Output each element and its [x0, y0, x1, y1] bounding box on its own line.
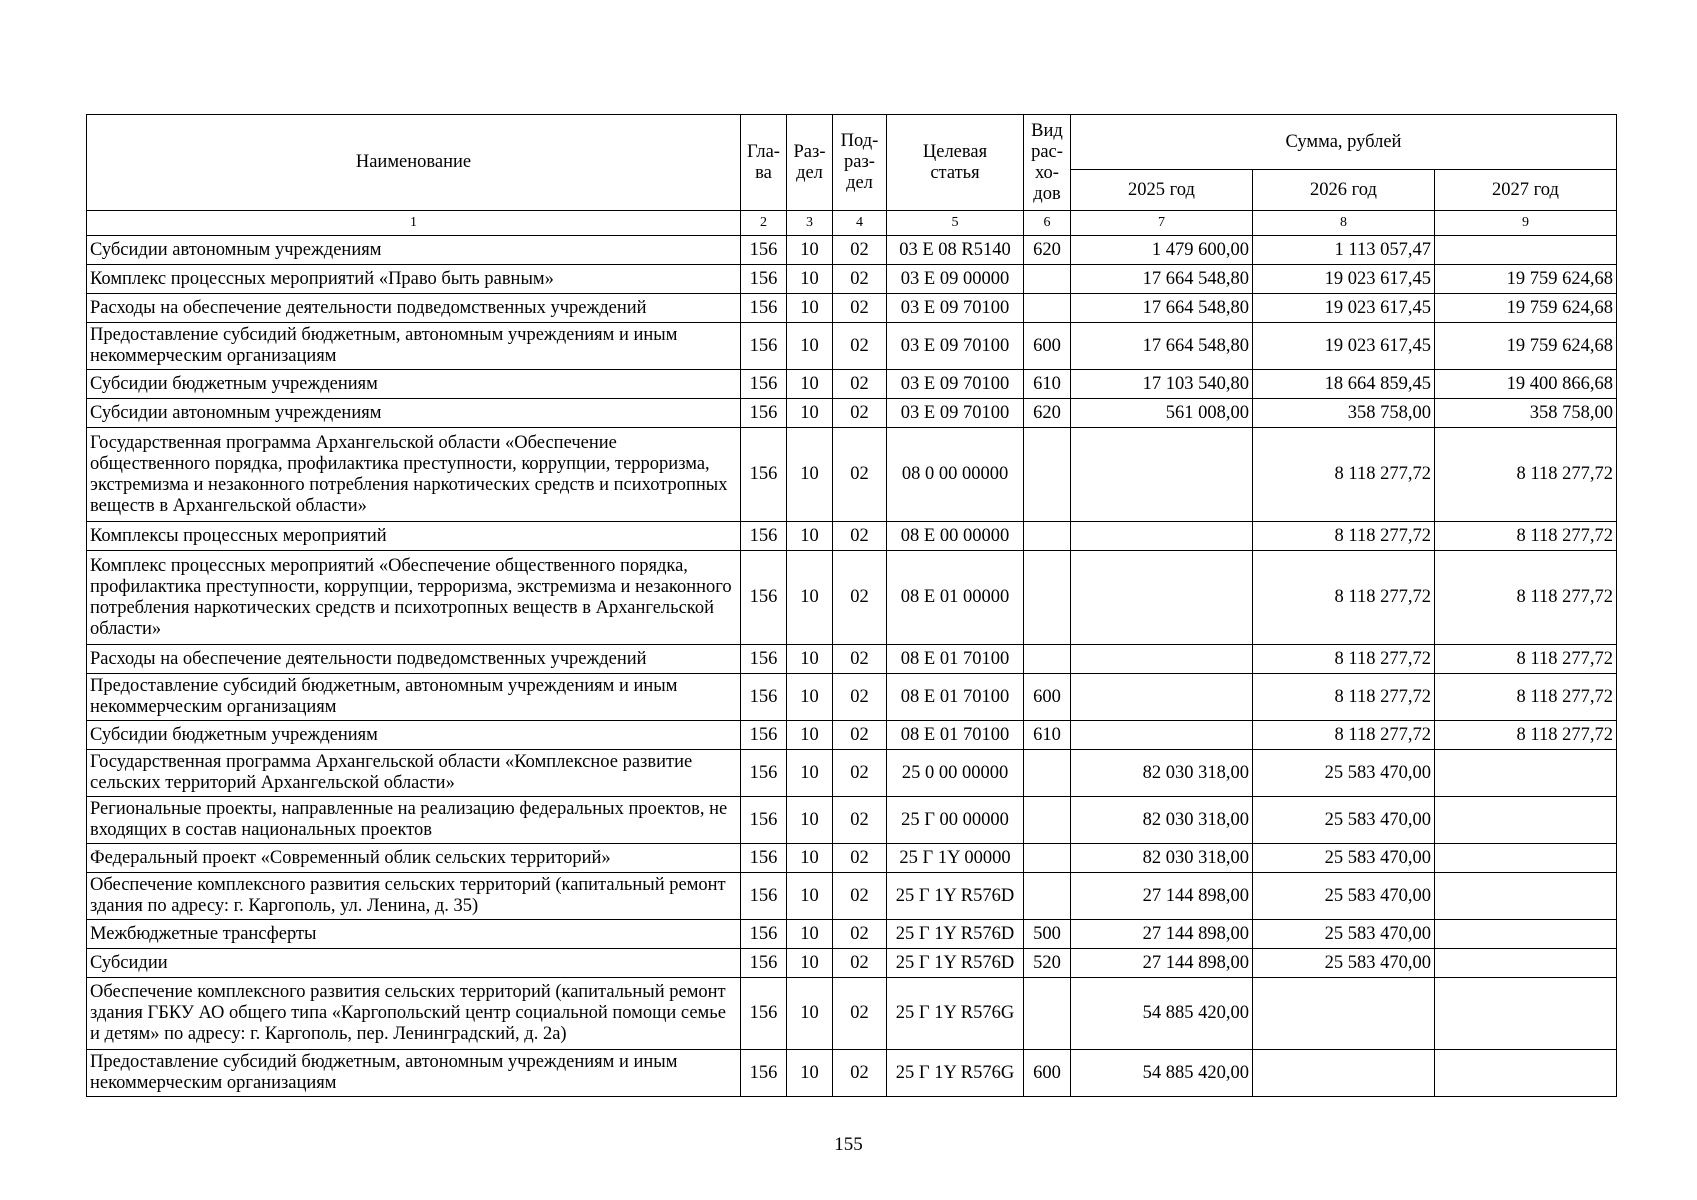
row-razdel: 10: [787, 750, 833, 797]
row-name: Субсидии автономным учреждениям: [87, 236, 741, 265]
row-vid: 610: [1024, 721, 1071, 750]
row-glava: 156: [741, 428, 787, 522]
table-row: [87, 522, 1617, 551]
row-podrazdel: 02: [833, 674, 887, 721]
row-razdel: 10: [787, 797, 833, 844]
table-row: [87, 721, 1617, 750]
row-razdel: 10: [787, 265, 833, 294]
row-name: Субсидии автономным учреждениям: [87, 399, 741, 428]
budget-table-sheet: [86, 114, 1616, 1097]
row-vid: [1024, 797, 1071, 844]
row-name: Субсидии бюджетным учреждениям: [87, 721, 741, 750]
header-name: Наименование: [87, 115, 741, 211]
column-number: 9: [1435, 211, 1617, 236]
budget-table: [86, 114, 1617, 1097]
column-number: 8: [1253, 211, 1435, 236]
row-vid: [1024, 978, 1071, 1050]
header-2027: 2027 год: [1435, 170, 1617, 211]
row-razdel: 10: [787, 920, 833, 949]
row-name: Комплекс процессных мероприятий «Обеспечение общественного порядка, профилактика преступности, коррупции, терроризма, экстремизма и незаконного потребления наркотических средств и психотропных веществ в Архангельской области»: [87, 551, 741, 645]
header-razdel: [787, 115, 833, 211]
row-vid: [1024, 551, 1071, 645]
row-sum-2025: [1071, 428, 1253, 522]
row-celevaya: 08 Е 00 00000: [887, 522, 1024, 551]
header-summa: Сумма, рублей: [1071, 115, 1617, 170]
row-sum-2025: 82 030 318,00: [1071, 844, 1253, 873]
row-glava: 156: [741, 949, 787, 978]
row-podrazdel: 02: [833, 949, 887, 978]
row-sum-2026: 25 583 470,00: [1253, 750, 1435, 797]
column-number: 6: [1024, 211, 1071, 236]
row-razdel: 10: [787, 645, 833, 674]
table-row: [87, 645, 1617, 674]
row-sum-2027: [1435, 920, 1617, 949]
row-celevaya: 03 Е 09 70100: [887, 370, 1024, 399]
row-name: Государственная программа Архангельской области «Обеспечение общественного порядка, профилактика преступности, коррупции, терроризма, экстремизма и незаконного потребления наркотических средств и психотропных веществ в Архангельской области»: [87, 428, 741, 522]
row-sum-2027: 8 118 277,72: [1435, 674, 1617, 721]
row-razdel: 10: [787, 399, 833, 428]
row-sum-2025: 54 885 420,00: [1071, 1050, 1253, 1097]
row-sum-2027: [1435, 873, 1617, 920]
row-sum-2027: 8 118 277,72: [1435, 551, 1617, 645]
row-vid: 600: [1024, 1050, 1071, 1097]
row-podrazdel: 02: [833, 750, 887, 797]
row-sum-2027: 19 759 624,68: [1435, 323, 1617, 370]
header-podrazdel: [833, 115, 887, 211]
row-podrazdel: 02: [833, 323, 887, 370]
table-row: [87, 750, 1617, 797]
row-sum-2027: 19 759 624,68: [1435, 265, 1617, 294]
column-numbers-row: [87, 211, 1617, 236]
row-sum-2027: [1435, 978, 1617, 1050]
row-podrazdel: 02: [833, 428, 887, 522]
header-celevaya: [887, 115, 1024, 211]
table-row: [87, 844, 1617, 873]
row-sum-2025: 17 103 540,80: [1071, 370, 1253, 399]
row-razdel: 10: [787, 978, 833, 1050]
row-sum-2027: [1435, 236, 1617, 265]
row-celevaya: 03 Е 09 70100: [887, 323, 1024, 370]
column-number: 3: [787, 211, 833, 236]
column-number: 1: [87, 211, 741, 236]
row-sum-2025: [1071, 551, 1253, 645]
row-celevaya: 03 Е 09 00000: [887, 265, 1024, 294]
row-podrazdel: 02: [833, 645, 887, 674]
row-name: Субсидии: [87, 949, 741, 978]
row-sum-2026: 8 118 277,72: [1253, 428, 1435, 522]
row-vid: [1024, 294, 1071, 323]
row-razdel: 10: [787, 674, 833, 721]
row-sum-2026: 8 118 277,72: [1253, 674, 1435, 721]
row-celevaya: 08 0 00 00000: [887, 428, 1024, 522]
row-sum-2026: 25 583 470,00: [1253, 844, 1435, 873]
row-podrazdel: 02: [833, 797, 887, 844]
row-sum-2027: 19 759 624,68: [1435, 294, 1617, 323]
row-name: Комплекс процессных мероприятий «Право быть равным»: [87, 265, 741, 294]
row-glava: 156: [741, 265, 787, 294]
table-row: [87, 949, 1617, 978]
header-2025: 2025 год: [1071, 170, 1253, 211]
row-glava: 156: [741, 236, 787, 265]
row-sum-2026: 358 758,00: [1253, 399, 1435, 428]
row-sum-2027: [1435, 1050, 1617, 1097]
row-sum-2025: [1071, 674, 1253, 721]
row-name: Предоставление субсидий бюджетным, автономным учреждениям и иным некоммерческим организациям: [87, 323, 741, 370]
row-sum-2025: 54 885 420,00: [1071, 978, 1253, 1050]
row-sum-2025: [1071, 645, 1253, 674]
row-podrazdel: 02: [833, 522, 887, 551]
row-glava: 156: [741, 522, 787, 551]
row-podrazdel: 02: [833, 370, 887, 399]
header-razdel-text: Раз- дел: [793, 141, 826, 183]
table-row: [87, 265, 1617, 294]
row-celevaya: 03 Е 08 R5140: [887, 236, 1024, 265]
header-celevaya-text: Целевая статья: [922, 141, 988, 183]
row-glava: 156: [741, 551, 787, 645]
row-vid: [1024, 645, 1071, 674]
row-sum-2027: [1435, 949, 1617, 978]
row-sum-2026: 19 023 617,45: [1253, 323, 1435, 370]
row-vid: [1024, 750, 1071, 797]
row-sum-2026: 1 113 057,47: [1253, 236, 1435, 265]
row-razdel: 10: [787, 949, 833, 978]
row-sum-2027: [1435, 750, 1617, 797]
row-razdel: 10: [787, 721, 833, 750]
row-sum-2027: [1435, 797, 1617, 844]
row-celevaya: 25 Г 00 00000: [887, 797, 1024, 844]
column-number: 2: [741, 211, 787, 236]
row-sum-2025: 82 030 318,00: [1071, 750, 1253, 797]
row-glava: 156: [741, 844, 787, 873]
row-sum-2026: 25 583 470,00: [1253, 873, 1435, 920]
row-sum-2025: [1071, 721, 1253, 750]
row-razdel: 10: [787, 873, 833, 920]
row-razdel: 10: [787, 428, 833, 522]
row-sum-2025: 27 144 898,00: [1071, 949, 1253, 978]
row-podrazdel: 02: [833, 399, 887, 428]
row-vid: 600: [1024, 323, 1071, 370]
row-vid: 620: [1024, 236, 1071, 265]
row-vid: [1024, 844, 1071, 873]
table-row: [87, 551, 1617, 645]
table-row: [87, 978, 1617, 1050]
table-row: [87, 920, 1617, 949]
row-vid: [1024, 873, 1071, 920]
row-celevaya: 08 Е 01 70100: [887, 721, 1024, 750]
table-body: [87, 236, 1617, 1097]
row-sum-2027: 8 118 277,72: [1435, 721, 1617, 750]
row-name: Комплексы процессных мероприятий: [87, 522, 741, 551]
row-glava: 156: [741, 873, 787, 920]
row-sum-2026: 8 118 277,72: [1253, 522, 1435, 551]
row-sum-2025: 27 144 898,00: [1071, 920, 1253, 949]
row-glava: 156: [741, 294, 787, 323]
row-razdel: 10: [787, 370, 833, 399]
row-sum-2026: 19 023 617,45: [1253, 294, 1435, 323]
row-celevaya: 25 Г 1Y R576G: [887, 978, 1024, 1050]
row-vid: [1024, 428, 1071, 522]
row-sum-2026: 8 118 277,72: [1253, 721, 1435, 750]
row-glava: 156: [741, 797, 787, 844]
row-sum-2026: 8 118 277,72: [1253, 551, 1435, 645]
table-row: [87, 797, 1617, 844]
row-name: Обеспечение комплексного развития сельских территорий (капитальный ремонт здания по адресу: г. Каргополь, ул. Ленина, д. 35): [87, 873, 741, 920]
row-razdel: 10: [787, 844, 833, 873]
row-name: Обеспечение комплексного развития сельских территорий (капитальный ремонт здания ГБКУ АО общего типа «Каргопольский центр социальной помощи семье и детям» по адресу: г. Каргополь, пер. Ленинградский, д. 2а): [87, 978, 741, 1050]
row-razdel: 10: [787, 522, 833, 551]
row-glava: 156: [741, 920, 787, 949]
row-name: Предоставление субсидий бюджетным, автономным учреждениям и иным некоммерческим организациям: [87, 674, 741, 721]
row-sum-2026: 19 023 617,45: [1253, 265, 1435, 294]
row-celevaya: 08 Е 01 70100: [887, 645, 1024, 674]
row-sum-2027: [1435, 844, 1617, 873]
row-celevaya: 08 Е 01 00000: [887, 551, 1024, 645]
header-vid-text: Вид рас- хо- дов: [1031, 120, 1063, 204]
table-row: [87, 370, 1617, 399]
row-sum-2027: 19 400 866,68: [1435, 370, 1617, 399]
row-vid: 500: [1024, 920, 1071, 949]
table-row: [87, 399, 1617, 428]
row-sum-2026: 25 583 470,00: [1253, 797, 1435, 844]
row-podrazdel: 02: [833, 978, 887, 1050]
table-row: [87, 236, 1617, 265]
row-sum-2026: 18 664 859,45: [1253, 370, 1435, 399]
row-glava: 156: [741, 1050, 787, 1097]
row-sum-2025: 17 664 548,80: [1071, 323, 1253, 370]
row-podrazdel: 02: [833, 236, 887, 265]
row-glava: 156: [741, 674, 787, 721]
row-sum-2026: 25 583 470,00: [1253, 920, 1435, 949]
row-razdel: 10: [787, 551, 833, 645]
row-glava: 156: [741, 399, 787, 428]
row-sum-2026: 25 583 470,00: [1253, 949, 1435, 978]
table-row: [87, 428, 1617, 522]
row-glava: 156: [741, 721, 787, 750]
table-header: [87, 115, 1617, 236]
row-sum-2025: 82 030 318,00: [1071, 797, 1253, 844]
row-razdel: 10: [787, 323, 833, 370]
row-celevaya: 25 Г 1Y R576D: [887, 920, 1024, 949]
table-row: [87, 674, 1617, 721]
row-celevaya: 03 Е 09 70100: [887, 399, 1024, 428]
row-vid: [1024, 522, 1071, 551]
row-podrazdel: 02: [833, 844, 887, 873]
row-glava: 156: [741, 370, 787, 399]
header-vid: [1024, 115, 1071, 211]
column-number: 5: [887, 211, 1024, 236]
table-row: [87, 1050, 1617, 1097]
row-vid: 610: [1024, 370, 1071, 399]
row-sum-2025: 1 479 600,00: [1071, 236, 1253, 265]
row-sum-2025: 27 144 898,00: [1071, 873, 1253, 920]
row-vid: 600: [1024, 674, 1071, 721]
table-row: [87, 323, 1617, 370]
row-celevaya: 25 Г 1Y R576D: [887, 873, 1024, 920]
row-name: Государственная программа Архангельской области «Комплексное развитие сельских территорий Архангельской области»: [87, 750, 741, 797]
row-podrazdel: 02: [833, 873, 887, 920]
row-podrazdel: 02: [833, 920, 887, 949]
table-row: [87, 873, 1617, 920]
row-name: Межбюджетные трансферты: [87, 920, 741, 949]
row-name: Расходы на обеспечение деятельности подведомственных учреждений: [87, 645, 741, 674]
row-podrazdel: 02: [833, 551, 887, 645]
row-sum-2025: 561 008,00: [1071, 399, 1253, 428]
row-glava: 156: [741, 323, 787, 370]
row-razdel: 10: [787, 294, 833, 323]
row-sum-2026: 8 118 277,72: [1253, 645, 1435, 674]
row-sum-2027: 8 118 277,72: [1435, 645, 1617, 674]
row-celevaya: 08 Е 01 70100: [887, 674, 1024, 721]
row-vid: [1024, 265, 1071, 294]
row-podrazdel: 02: [833, 294, 887, 323]
row-podrazdel: 02: [833, 721, 887, 750]
table-row: [87, 294, 1617, 323]
row-celevaya: 25 0 00 00000: [887, 750, 1024, 797]
row-podrazdel: 02: [833, 1050, 887, 1097]
row-celevaya: 25 Г 1Y 00000: [887, 844, 1024, 873]
row-sum-2026: [1253, 1050, 1435, 1097]
row-sum-2025: 17 664 548,80: [1071, 265, 1253, 294]
row-name: Федеральный проект «Современный облик сельских территорий»: [87, 844, 741, 873]
row-celevaya: 25 Г 1Y R576D: [887, 949, 1024, 978]
column-number: 7: [1071, 211, 1253, 236]
header-glava-text: Гла- ва: [747, 141, 780, 183]
page-number: 155: [834, 1134, 863, 1155]
row-razdel: 10: [787, 236, 833, 265]
row-sum-2027: 8 118 277,72: [1435, 428, 1617, 522]
row-vid: 620: [1024, 399, 1071, 428]
row-sum-2026: [1253, 978, 1435, 1050]
header-2026: 2026 год: [1253, 170, 1435, 211]
column-number: 4: [833, 211, 887, 236]
row-name: Субсидии бюджетным учреждениям: [87, 370, 741, 399]
row-sum-2027: 358 758,00: [1435, 399, 1617, 428]
header-glava: [741, 115, 787, 211]
row-celevaya: 25 Г 1Y R576G: [887, 1050, 1024, 1097]
row-vid: 520: [1024, 949, 1071, 978]
row-sum-2025: [1071, 522, 1253, 551]
row-name: Расходы на обеспечение деятельности подведомственных учреждений: [87, 294, 741, 323]
row-name: Предоставление субсидий бюджетным, автономным учреждениям и иным некоммерческим организациям: [87, 1050, 741, 1097]
row-razdel: 10: [787, 1050, 833, 1097]
row-celevaya: 03 Е 09 70100: [887, 294, 1024, 323]
row-podrazdel: 02: [833, 265, 887, 294]
row-glava: 156: [741, 645, 787, 674]
row-sum-2025: 17 664 548,80: [1071, 294, 1253, 323]
row-name: Региональные проекты, направленные на реализацию федеральных проектов, не входящих в состав национальных проектов: [87, 797, 741, 844]
row-glava: 156: [741, 750, 787, 797]
row-glava: 156: [741, 978, 787, 1050]
row-sum-2027: 8 118 277,72: [1435, 522, 1617, 551]
header-podrazdel-text: Под- раз- дел: [840, 131, 879, 193]
